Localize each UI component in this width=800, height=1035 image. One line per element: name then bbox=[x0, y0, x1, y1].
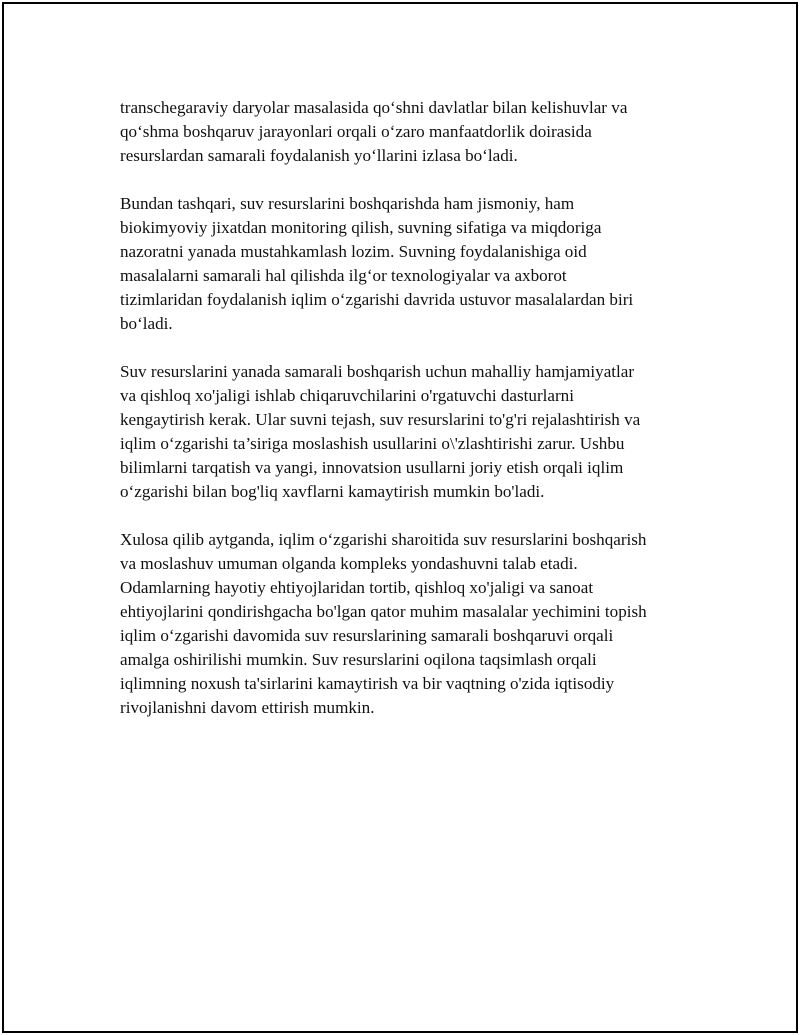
text-line: iqlim o‘zgarishi ta’siriga moslashish usullarini o\'zlashtirishi zarur. Ushbu bbox=[120, 434, 625, 453]
text-line: amalga oshirilishi mumkin. Suv resurslarini oqilona taqsimlash orqali bbox=[120, 650, 597, 669]
text-line: va qishloq xo'jaligi ishlab chiqaruvchilarini o'rgatuvchi dasturlarni bbox=[120, 386, 574, 405]
text-line: biokimyoviy jixatdan monitoring qilish, suvning sifatiga va miqdoriga bbox=[120, 218, 602, 237]
page-frame bbox=[2, 2, 798, 1033]
text-line: Odamlarning hayotiy ehtiyojlaridan tortib, qishloq xo'jaligi va sanoat bbox=[120, 578, 594, 597]
text-line: kengaytirish kerak. Ular suvni tejash, suv resurslarini to'g'ri rejalashtirish va bbox=[120, 410, 641, 429]
text-line: iqlim o‘zgarishi davomida suv resurslarining samarali boshqaruvi orqali bbox=[120, 626, 614, 645]
text-line: masalalarni samarali hal qilishda ilg‘or texnologiyalar va axborot bbox=[120, 266, 567, 285]
text-line: iqlimning noxush ta'sirlarini kamaytirish va bir vaqtning o'zida iqtisodiy bbox=[120, 674, 615, 693]
text-line: bo‘ladi. bbox=[120, 314, 173, 333]
text-line: resurslardan samarali foydalanish yo‘llarini izlasa bo‘ladi. bbox=[120, 146, 518, 165]
text-line: va moslashuv umuman olganda kompleks yondashuvni talab etadi. bbox=[120, 554, 578, 573]
text-line: tizimlaridan foydalanish iqlim o‘zgarishi davrida ustuvor masalalardan biri bbox=[120, 290, 634, 309]
text-line: nazoratni yanada mustahkamlash lozim. Suvning foydalanishiga oid bbox=[120, 242, 587, 261]
text-line: Xulosa qilib aytganda, iqlim o‘zgarishi sharoitida suv resurslarini boshqarish bbox=[120, 530, 647, 549]
text-line: o‘zgarishi bilan bog'liq xavflarni kamaytirish mumkin bo'ladi. bbox=[120, 482, 545, 501]
text-line: Bundan tashqari, suv resurslarini boshqarishda ham jismoniy, ham bbox=[120, 194, 575, 213]
document-body bbox=[120, 96, 700, 744]
text-line: transchegaraviy daryolar masalasida qo‘shni davlatlar bilan kelishuvlar va bbox=[120, 98, 628, 117]
paragraph-1 bbox=[120, 96, 700, 168]
text-line: Suv resurslarini yanada samarali boshqarish uchun mahalliy hamjamiyatlar bbox=[120, 362, 635, 381]
text-line: ehtiyojlarini qondirishgacha bo'lgan qator muhim masalalar yechimini topish bbox=[120, 602, 647, 621]
text-line: qo‘shma boshqaruv jarayonlari orqali o‘zaro manfaatdorlik doirasida bbox=[120, 122, 592, 141]
paragraph-2 bbox=[120, 192, 700, 336]
text-line: bilimlarni tarqatish va yangi, innovatsion usullarni joriy etish orqali iqlim bbox=[120, 458, 624, 477]
paragraph-3 bbox=[120, 360, 700, 504]
text-line: rivojlanishni davom ettirish mumkin. bbox=[120, 698, 375, 717]
paragraph-4 bbox=[120, 528, 700, 720]
